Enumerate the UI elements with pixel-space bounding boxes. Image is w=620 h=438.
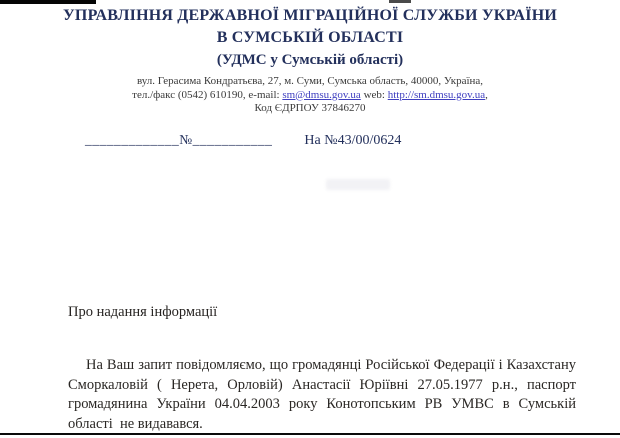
body-line: громадянина України 04.04.2003 року Конотопським РВ УМВС в Сумській xyxy=(68,396,576,412)
address-line: вул. Герасима Кондратьєва, 27, м. Суми, Сумська область, 40000, Україна, xyxy=(136,75,484,87)
contact-line xyxy=(0,89,620,103)
website-link[interactable]: http://sm.dmsu.gov.ua xyxy=(387,88,486,101)
body-line: На Ваш запит повідомляємо, що громадянці Російської Федерації і Казахстану xyxy=(86,357,576,373)
reply-to-number: На №43/00/0624 xyxy=(304,133,402,148)
email-link[interactable]: sm@dmsu.gov.ua xyxy=(282,88,361,101)
reference-row xyxy=(85,132,401,149)
contact-prefix: тел./факс (0542) 610190, e-mail: xyxy=(132,88,283,101)
letter-subject: Про надання інформації xyxy=(68,304,218,320)
scan-artifact-bottom-line xyxy=(0,433,620,435)
org-name-line2: В СУМСЬКІЙ ОБЛАСТІ xyxy=(216,29,404,46)
body-line: Сморкаловій ( Нерета, Орловій) Анастасії Юріївні 27.05.1977 р.н., паспорт xyxy=(68,376,576,393)
web-suffix: , xyxy=(485,88,488,101)
letterhead-contact-block xyxy=(0,75,620,116)
faint-ghost-text xyxy=(326,179,390,190)
body-line: області не видавався. xyxy=(68,415,203,432)
scan-artifact-top-tick xyxy=(389,0,411,3)
outgoing-number-blank: _____________№___________ xyxy=(85,132,273,147)
org-short-name: (УДМС у Сумській області) xyxy=(216,52,404,68)
web-label: web: xyxy=(360,88,388,101)
org-name-line1: УПРАВЛІННЯ ДЕРЖАВНОЇ МІГРАЦІЙНОЇ СЛУЖБИ УКРАЇНИ xyxy=(62,7,557,24)
letter-body xyxy=(68,356,576,434)
scan-artifact-top-left-bar xyxy=(0,0,96,4)
letterhead xyxy=(0,5,620,116)
edrpou-code: Код ЄДРПОУ 37846270 xyxy=(254,102,366,114)
